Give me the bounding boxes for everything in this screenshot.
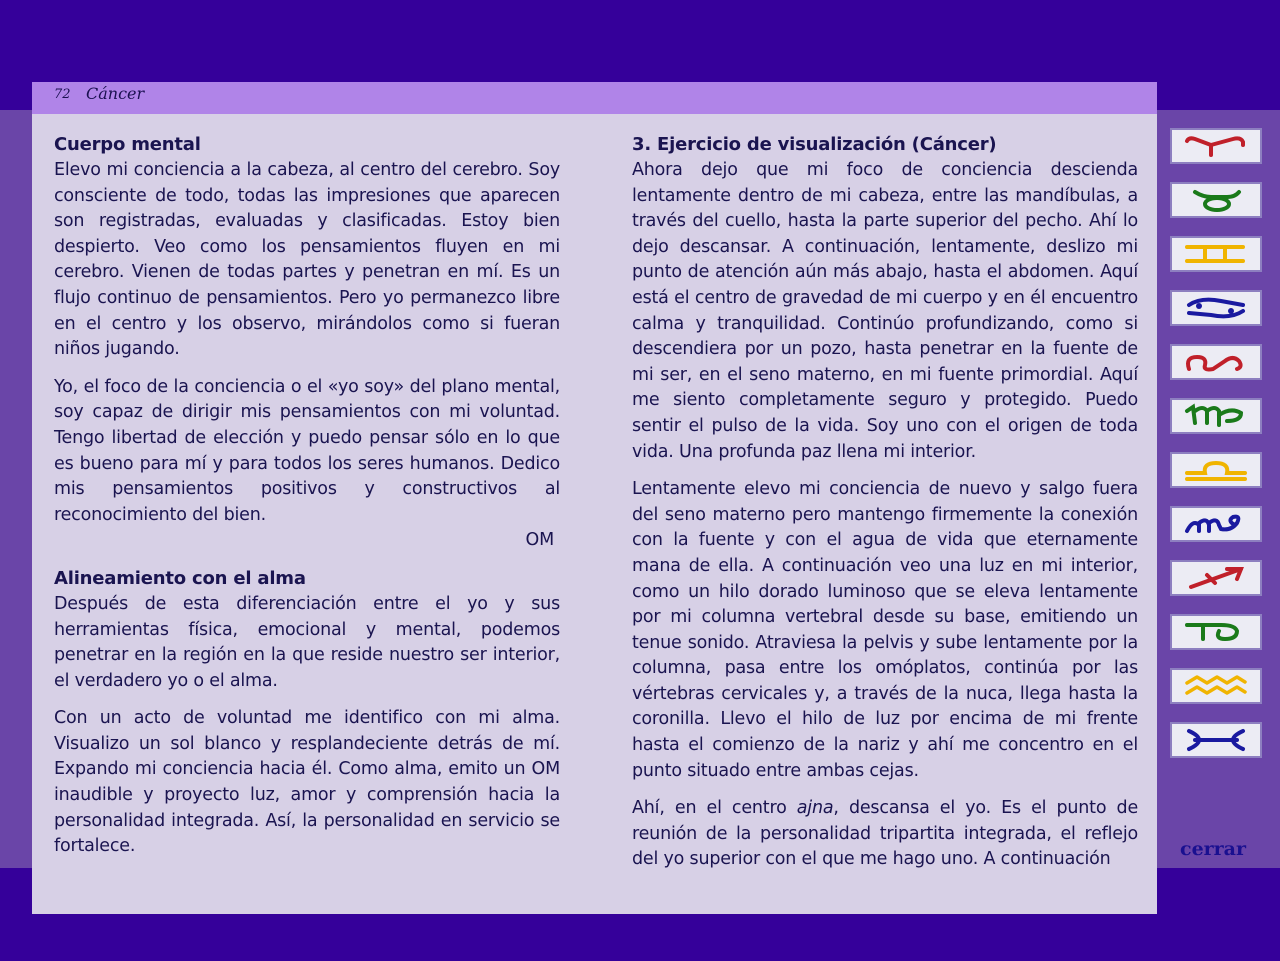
libra-icon bbox=[1181, 457, 1251, 483]
sign-button-libra[interactable] bbox=[1170, 452, 1262, 488]
paragraph: Después de esta diferenciación entre el yo y sus herramientas física, emocional y mental, podemos penetrar en la región en la que reside nuestro ser interior, el verdadero yo o el alma. bbox=[54, 593, 560, 691]
sign-button-gemini[interactable] bbox=[1170, 236, 1262, 272]
sign-button-virgo[interactable] bbox=[1170, 398, 1262, 434]
sign-button-aries[interactable] bbox=[1170, 128, 1262, 164]
heading-cuerpo-mental: Cuerpo mental bbox=[54, 134, 201, 155]
gemini-glyph-stroke bbox=[1187, 247, 1243, 261]
italic-term: ajna bbox=[796, 798, 834, 819]
sign-button-taurus[interactable] bbox=[1170, 182, 1262, 218]
paragraph: Ahora dejo que mi foco de conciencia descienda lentamente dentro de mi cabeza, entre las mandíbulas, a través del cuello, hasta la parte superior del pecho. Ahí lo dejo descansar. A continuación, lentamente, deslizo mi punto de atención aún más abajo, hasta el abdomen. Aquí está el centro de gravedad de mi cuerpo y en él encuentro calma y tranquilidad. Continúo profundizando, como si descendiera por un pozo, hasta penetrar en la fuente de mi ser, en el seno materno, en mi fuente primordial. Aquí me siento completamente seguro y protegido. Puedo sentir el pulso de la vida. Soy uno con el origen de toda vida. Una profunda paz llena mi interior. bbox=[632, 160, 1138, 462]
aries-icon bbox=[1181, 133, 1251, 159]
leo-icon bbox=[1181, 349, 1251, 375]
left-column bbox=[54, 132, 560, 872]
book-page bbox=[32, 82, 1157, 914]
virgo-glyph-stroke bbox=[1187, 407, 1241, 425]
paragraph: Yo, el foco de la conciencia o el «yo soy» del plano mental, soy capaz de dirigir mis pensamientos con mi voluntad. Tengo libertad de elección y puedo pensar sólo en lo que es bueno para mí y para todos los seres humanos. Dedico mis pensamientos positivos y constructivos al reconocimiento del bien. bbox=[54, 376, 560, 525]
pisces-icon bbox=[1181, 727, 1251, 753]
close-link[interactable]: cerrar bbox=[1180, 838, 1246, 860]
cancer-dot bbox=[1228, 308, 1234, 314]
scorpio-icon bbox=[1181, 511, 1251, 537]
scorpio-glyph-stroke bbox=[1187, 517, 1238, 531]
capricorn-icon bbox=[1181, 619, 1251, 645]
right-column bbox=[632, 132, 1138, 885]
heading-alineamiento: Alineamiento con el alma bbox=[54, 567, 306, 589]
cancer-icon bbox=[1181, 295, 1251, 321]
om-text: OM bbox=[525, 530, 554, 551]
virgo-icon bbox=[1181, 403, 1251, 429]
chapter-title: Cáncer bbox=[86, 84, 145, 103]
taurus-circle bbox=[1205, 198, 1229, 210]
aquarius-icon bbox=[1181, 673, 1251, 699]
sign-button-sagittarius[interactable] bbox=[1170, 560, 1262, 596]
libra-glyph-stroke bbox=[1187, 463, 1245, 479]
text-run: , descansa el yo. Es el punto de reunión de la personalidad tripartita integrada, el reflejo del yo superior con el que me hago uno. A continuación bbox=[632, 798, 1139, 870]
sign-button-pisces[interactable] bbox=[1170, 722, 1262, 758]
aries-glyph-stroke bbox=[1187, 138, 1243, 155]
capricorn-glyph-stroke bbox=[1187, 625, 1237, 639]
gemini-icon bbox=[1181, 241, 1251, 267]
heading-ejercicio: 3. Ejercicio de visualización (Cáncer) bbox=[632, 134, 997, 155]
page-header bbox=[32, 82, 1157, 114]
sign-button-capricorn[interactable] bbox=[1170, 614, 1262, 650]
zodiac-sidebar bbox=[1170, 128, 1266, 776]
text-run: Ahí, en el centro bbox=[632, 798, 797, 819]
page-number: 72 bbox=[54, 87, 71, 102]
pisces-glyph-stroke bbox=[1189, 731, 1243, 749]
cancer-dot bbox=[1196, 303, 1202, 309]
sagittarius-icon bbox=[1181, 565, 1251, 591]
sign-button-cancer[interactable] bbox=[1170, 290, 1262, 326]
aquarius-glyph-stroke bbox=[1187, 677, 1245, 693]
sign-button-scorpio[interactable] bbox=[1170, 506, 1262, 542]
paragraph: Con un acto de voluntad me identifico con mi alma. Visualizo un sol blanco y resplandeciente detrás de mí. Expando mi conciencia hacia él. Como alma, emito un OM inaudible y proyecto luz, amor y comprensión hacia la personalidad integrada. Así, la personalidad en servicio se fortalece. bbox=[54, 708, 560, 857]
sign-button-aquarius[interactable] bbox=[1170, 668, 1262, 704]
paragraph bbox=[632, 796, 1138, 873]
sagittarius-glyph-stroke bbox=[1191, 569, 1241, 587]
paragraph: Lentamente elevo mi conciencia de nuevo y salgo fuera del seno materno pero mantengo firmemente la conexión con la fuente y con el agua de vida que eternamente mana de ella. A continuación veo una luz en mi interior, como un hilo dorado luminoso que se eleva lentamente por mi columna vertebral desde su base, emitiendo un tenue sonido. Atraviesa la pelvis y sube lentamente por la columna, pasa entre los omóplatos, continúa por las vértebras cervicales y, a través de la nuca, llega hasta la coronilla. Llevo el hilo de luz por encima de mi frente hasta el comienzo de la nariz y ahí me concentro en el punto situado entre ambas cejas. bbox=[632, 479, 1138, 781]
paragraph: Elevo mi conciencia a la cabeza, al centro del cerebro. Soy consciente de todo, todas las impresiones que aparecen son registradas, evaluadas y clasificadas. Estoy bien despierto. Veo como los pensamientos fluyen en mi cerebro. Vienen de todas partes y penetran en mí. Es un flujo continuo de pensamientos. Pero yo permanezco libre en el centro y los observo, mirándolos como si fueran niños jugando. bbox=[54, 160, 560, 360]
taurus-icon bbox=[1181, 187, 1251, 213]
sign-button-leo[interactable] bbox=[1170, 344, 1262, 380]
leo-glyph-stroke bbox=[1188, 357, 1241, 370]
